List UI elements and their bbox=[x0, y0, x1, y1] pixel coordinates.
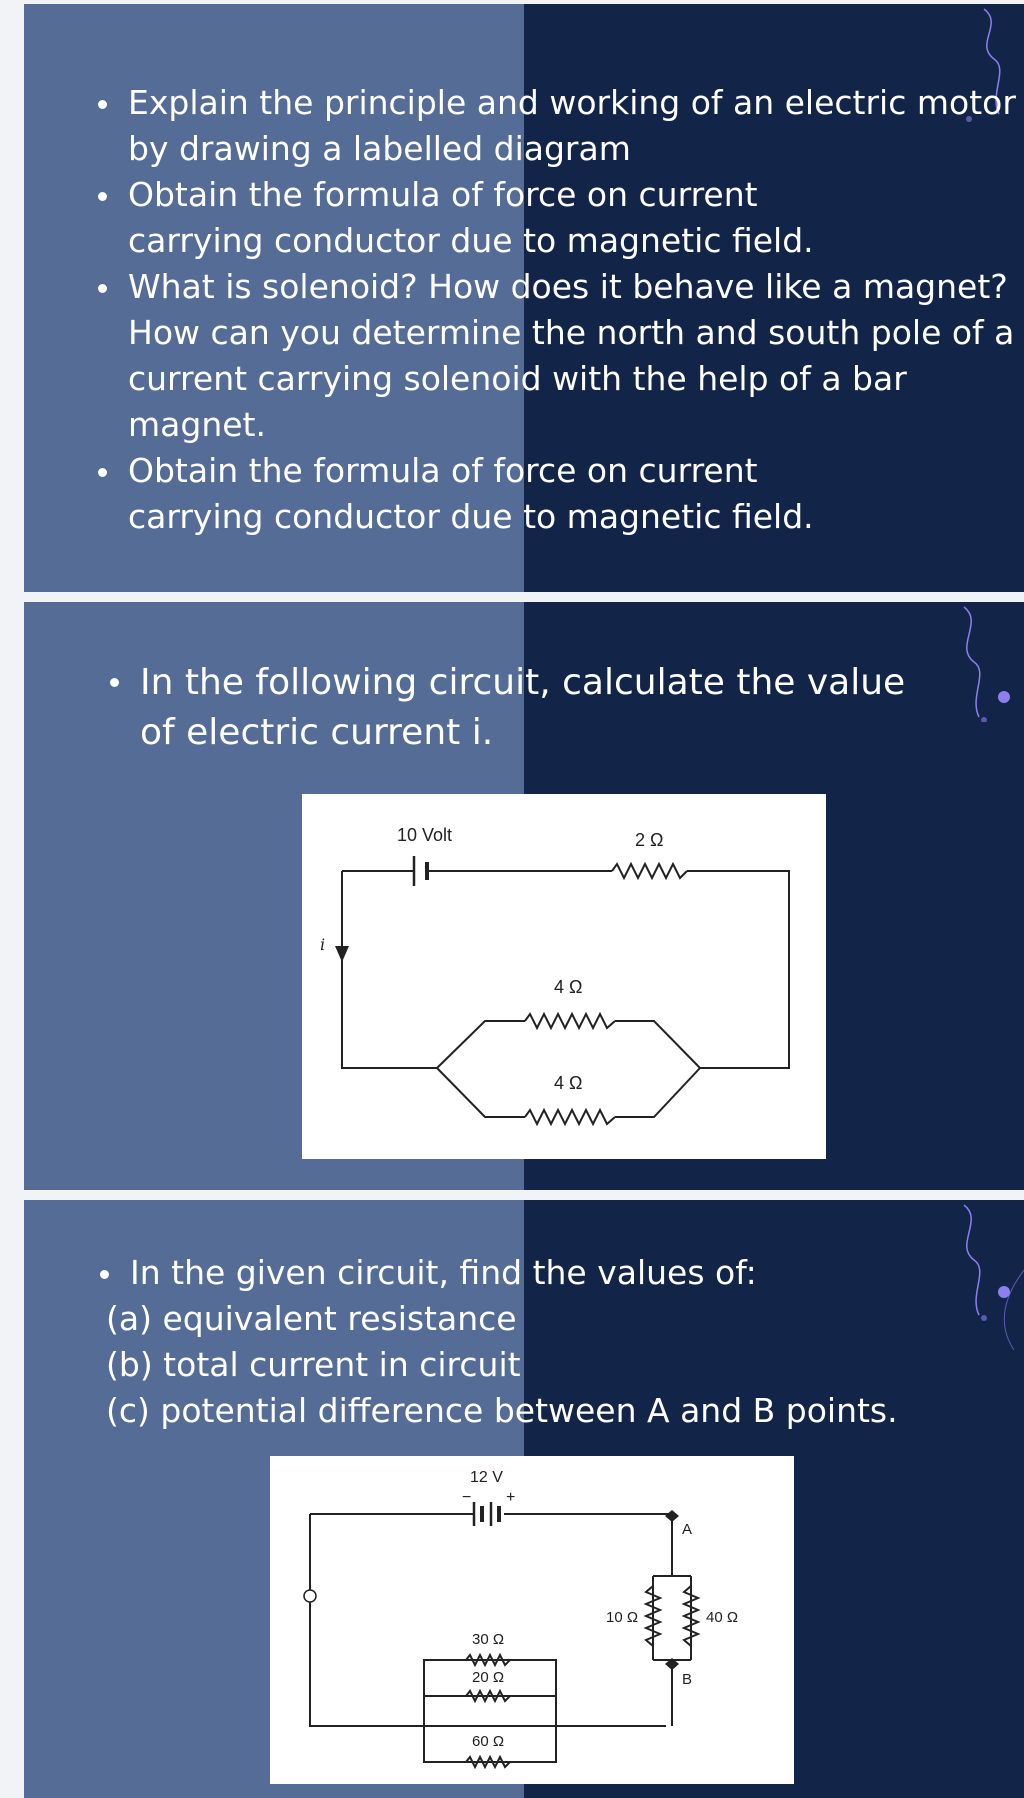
slide-2 bbox=[24, 602, 1024, 1190]
part-a: (a) equivalent resistance bbox=[106, 1299, 517, 1338]
circuit-diagram-2 bbox=[270, 1456, 794, 1784]
battery-minus: − bbox=[462, 1489, 472, 1506]
battery-plus: + bbox=[506, 1489, 516, 1506]
top-resistor-label: 4 Ω bbox=[554, 977, 583, 997]
slide-1 bbox=[24, 4, 1024, 592]
circuit-diagram-1 bbox=[302, 794, 826, 1159]
junction-icon bbox=[304, 1590, 316, 1602]
bullet-item: Explain the principle and working of an electric motor by drawing a labelled diagram bbox=[88, 80, 1024, 172]
node-a-marker-icon bbox=[665, 1510, 679, 1522]
slide-3 bbox=[24, 1200, 1024, 1798]
resistor-10-label: 10 Ω bbox=[606, 1609, 639, 1626]
battery-label: 12 V bbox=[470, 1469, 503, 1486]
slide-3-question-list bbox=[90, 1250, 990, 1296]
resistor-40-label: 40 Ω bbox=[706, 1609, 739, 1626]
parts-list bbox=[106, 1296, 1006, 1434]
point-b-label: B bbox=[682, 1671, 693, 1688]
resistor-20-label: 20 Ω bbox=[472, 1669, 505, 1686]
bullet-item: Obtain the formula of force on current carrying conductor due to magnetic field. bbox=[88, 172, 848, 264]
resistor-60-label: 60 Ω bbox=[472, 1733, 505, 1750]
slide-1-bullet-list bbox=[88, 80, 1024, 540]
circuit-2-svg bbox=[270, 1456, 794, 1784]
part-c: (c) potential difference between A and B points. bbox=[106, 1391, 898, 1430]
part-b: (b) total current in circuit bbox=[106, 1345, 521, 1384]
resistor-30-label: 30 Ω bbox=[472, 1631, 505, 1648]
current-label: i bbox=[320, 935, 326, 954]
bullet-item: What is solenoid? How does it behave like a magnet? How can you determine the north and south pole of a current carrying solenoid with the help of a bar magnet. bbox=[88, 264, 1024, 448]
bottom-resistor-label: 4 Ω bbox=[554, 1073, 583, 1093]
series-resistor-label: 2 Ω bbox=[635, 830, 664, 850]
current-arrow-icon bbox=[335, 946, 349, 962]
question-text: In the following circuit, calculate the value of electric current i. bbox=[100, 658, 920, 758]
battery-label: 10 Volt bbox=[397, 825, 453, 845]
point-a-label: A bbox=[682, 1521, 693, 1538]
bullet-item: Obtain the formula of force on current carrying conductor due to magnetic field. bbox=[88, 448, 848, 540]
circuit-1-svg bbox=[302, 794, 826, 1159]
question-text: In the given circuit, find the values of: bbox=[90, 1250, 990, 1296]
slide-2-question-list bbox=[100, 658, 920, 758]
decorative-swirl bbox=[924, 602, 1024, 722]
